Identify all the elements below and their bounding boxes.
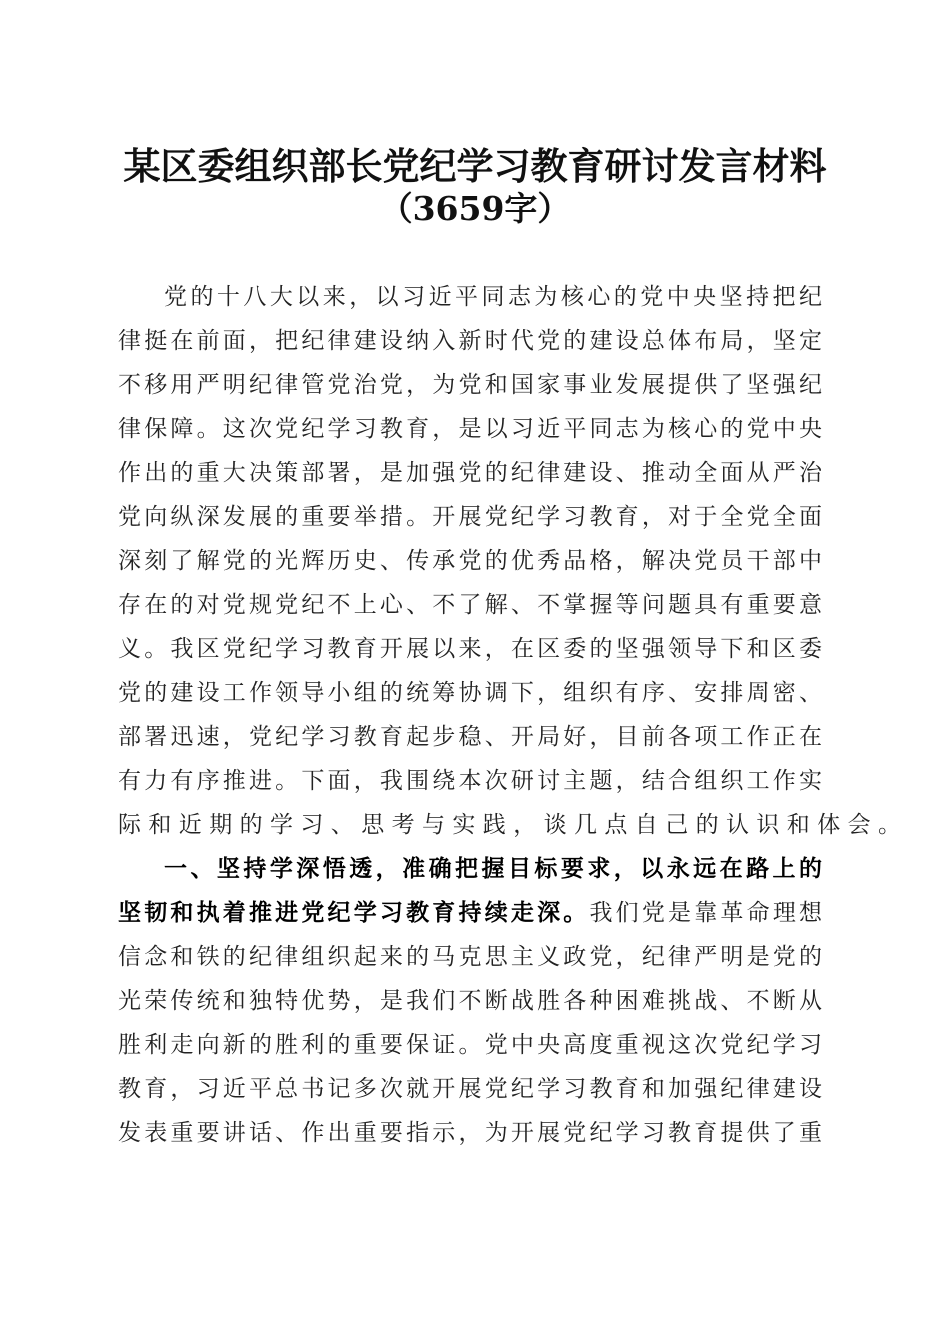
paragraph-line: 部署迅速，党纪学习教育起步稳、开局好，目前各项工作正在 [118, 724, 822, 750]
paragraph-line: 义。我区党纪学习教育开展以来，在区委的坚强领导下和区委 [118, 636, 822, 662]
paragraph-line: 律挺在前面，把纪律建设纳入新时代党的建设总体布局，坚定 [118, 328, 822, 354]
section-heading-end: 坚韧和执着推进党纪学习教育持续走深。 [118, 900, 590, 926]
paragraph-line: 信念和铁的纪律组织起来的马克思主义政党，纪律严明是党的 [118, 944, 822, 970]
paragraph-line: 党的建设工作领导小组的统筹协调下，组织有序、安排周密、 [118, 680, 822, 706]
section-body-start: 我们党是靠革命理想 [589, 900, 823, 926]
paragraph-line: 不移用严明纪律管党治党，为党和国家事业发展提供了坚强纪 [118, 372, 822, 398]
paragraph-line: 际和近期的学习、思考与实践，谈几点自己的认识和体会。 [118, 812, 909, 838]
section-mixed-line [118, 891, 822, 935]
paragraph-line: 教育，习近平总书记多次就开展党纪学习教育和加强纪律建设 [118, 1076, 822, 1102]
paragraph-line: 光荣传统和独特优势，是我们不断战胜各种困难挑战、不断从 [118, 988, 822, 1014]
paragraph-line: 深刻了解党的光辉历史、传承党的优秀品格，解决党员干部中 [118, 548, 822, 574]
paragraph-line: 作出的重大决策部署，是加强党的纪律建设、推动全面从严治 [118, 460, 822, 486]
paragraph-line: 存在的对党规党纪不上心、不了解、不掌握等问题具有重要意 [118, 592, 822, 618]
paragraph-line: 党向纵深发展的重要举措。开展党纪学习教育，对于全党全面 [118, 504, 822, 530]
paragraph-line: 律保障。这次党纪学习教育，是以习近平同志为核心的党中央 [118, 416, 822, 442]
paragraph-line: 胜利走向新的胜利的重要保证。党中央高度重视这次党纪学习 [118, 1032, 822, 1058]
paragraph-line: 有力有序推进。下面，我围绕本次研讨主题，结合组织工作实 [118, 768, 822, 794]
document-title: 某区委组织部长党纪学习教育研讨发言材料 [123, 144, 827, 188]
document-body [118, 275, 909, 1155]
section-heading-line: 一、坚持学深悟透，准确把握目标要求，以永远在路上的 [164, 856, 822, 882]
paragraph-line: 党的十八大以来，以习近平同志为核心的党中央坚持把纪 [164, 284, 822, 310]
paragraph-line: 发表重要讲话、作出重要指示，为开展党纪学习教育提供了重 [118, 1120, 822, 1146]
word-count-subtitle: （3659字） [379, 189, 571, 228]
